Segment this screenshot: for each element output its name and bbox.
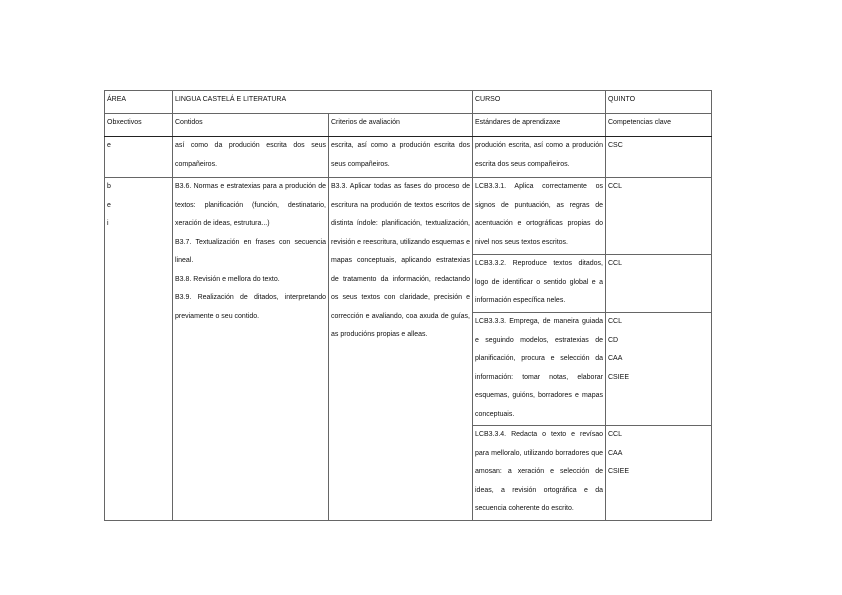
competence-code: CD [608, 336, 619, 344]
row1-standard: produción escrita, así como a produción escrita dos seus compañeiros. [473, 137, 606, 178]
row2-contents [173, 178, 329, 521]
area-value: LINGUA CASTELÁ E LITERATURA [173, 91, 473, 114]
content-item: B3.9. Realización de ditados, interpretando previamente o seu contido. [175, 294, 326, 320]
standard-4: LCB3.3.4. Redacta o texto e revísao para melloralo, utilizando borradores que amosan: a xeración e selección de ideas, a revisión ortográfica e da secuencia coherente do escrito. [473, 426, 606, 521]
row1-competence: CSC [606, 137, 712, 178]
col-competences: Competencias clave [606, 114, 712, 137]
content-item: B3.6. Normas e estratexias para a produción de textos: planificación (función, destinatario, xeración de ideas, estrutura...) [175, 183, 326, 227]
competence-code: CCL [608, 318, 623, 325]
row2-objectives [105, 178, 173, 521]
col-standards: Estándares de aprendizaxe [473, 114, 606, 137]
table-row [105, 137, 712, 178]
table-row [105, 178, 712, 255]
row1-criteria: escrita, así como a produción escrita dos seus compañeiros. [329, 137, 473, 178]
col-objectives: Obxectivos [105, 114, 173, 137]
row1-objective: e [105, 137, 173, 178]
standard-3: LCB3.3.3. Emprega, de maneira guiada e seguindo modelos, estratexias de planificación, procura e selección da información: tomar notas, elaborar esquemas, guións, borradores e mapas conceptuais. [473, 313, 606, 426]
content-item: B3.8. Revisión e mellora do texto. [175, 275, 280, 283]
curso-value: QUINTO [606, 91, 712, 114]
standard-1-competences [606, 178, 712, 255]
col-contents: Contidos [173, 114, 329, 137]
standard-2-competences [606, 255, 712, 313]
standard-2: LCB3.3.2. Reproduce textos ditados, logo de identificar o sentido global e a información específica neles. [473, 255, 606, 313]
objective-item: e [107, 201, 111, 209]
row1-content: así como da produción escrita dos seus compañeiros. [173, 137, 329, 178]
standard-4-competences [606, 426, 712, 521]
standard-1: LCB3.3.1. Aplica correctamente os signos de puntuación, as regras de acentuación e ortográficas propias do nivel nos seus textos escritos. [473, 178, 606, 255]
competence-code: CSIEE [608, 373, 630, 381]
objective-item: i [107, 220, 109, 227]
competence-code: CSIEE [608, 468, 630, 475]
objective-item: b [107, 183, 111, 190]
curso-label: CURSO [473, 91, 606, 114]
competence-code: CCL [608, 431, 623, 438]
row2-criteria: B3.3. Aplicar todas as fases do proceso de escritura na produción de textos escritos de distinta índole: planificación, textualización, revisión e reescritura, utilizando esquemas e mapas conceptuais, aplicando estratexias de tratamento da información, redactando os seus textos con claridade, precisión e corrección e avaliando, coa axuda de guías, as producións propias e alleas. [329, 178, 473, 521]
col-criteria: Criterios de avaliación [329, 114, 473, 137]
content-item: B3.7. Textualización en frases con secuencia lineal. [175, 238, 326, 264]
curriculum-table [104, 90, 712, 521]
competence-code: CCL [608, 183, 623, 190]
competence-code: CAA [608, 449, 623, 457]
competence-code: CAA [608, 355, 623, 362]
column-header-row [105, 114, 712, 137]
header-row [105, 91, 712, 114]
standard-3-competences [606, 313, 712, 426]
area-label: ÁREA [105, 91, 173, 114]
competence-code: CCL [608, 260, 623, 267]
